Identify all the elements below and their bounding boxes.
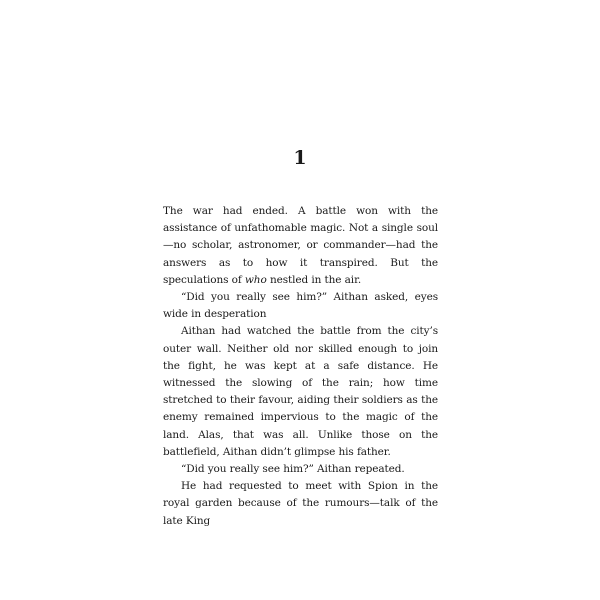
chapter-number: 1 bbox=[293, 147, 307, 169]
paragraph-opening-before: The war had ended. A battle won with the assistance of unfathomable magic. Not a single soul—no scholar, astronomer, or commander—had the answers as to how it transpired. But the speculations of bbox=[163, 205, 438, 286]
chapter-text bbox=[163, 203, 438, 530]
paragraph: Aithan had watched the battle from the city’s outer wall. Neither old nor skilled enough to join the fight, he was kept at a safe distance. He witnessed the slowing of the rain; how time stretched to their favour, aiding their soldiers as the enemy remained impervious to the magic of the land. Alas, that was all. Unlike those on the battlefield, Aithan didn’t glimpse his father. bbox=[163, 325, 438, 458]
paragraph-opening-emphasis: who bbox=[244, 273, 267, 286]
paragraph-opening-after: nestled in the air. bbox=[266, 273, 362, 286]
paragraph-opening bbox=[163, 203, 438, 289]
paragraph: “Did you really see him?” Aithan asked, eyes wide in desperation bbox=[163, 291, 438, 321]
paragraph: He had requested to meet with Spion in the royal garden because of the rumours—talk of the late King bbox=[163, 480, 438, 527]
paragraph: “Did you really see him?” Aithan repeated. bbox=[181, 463, 405, 476]
